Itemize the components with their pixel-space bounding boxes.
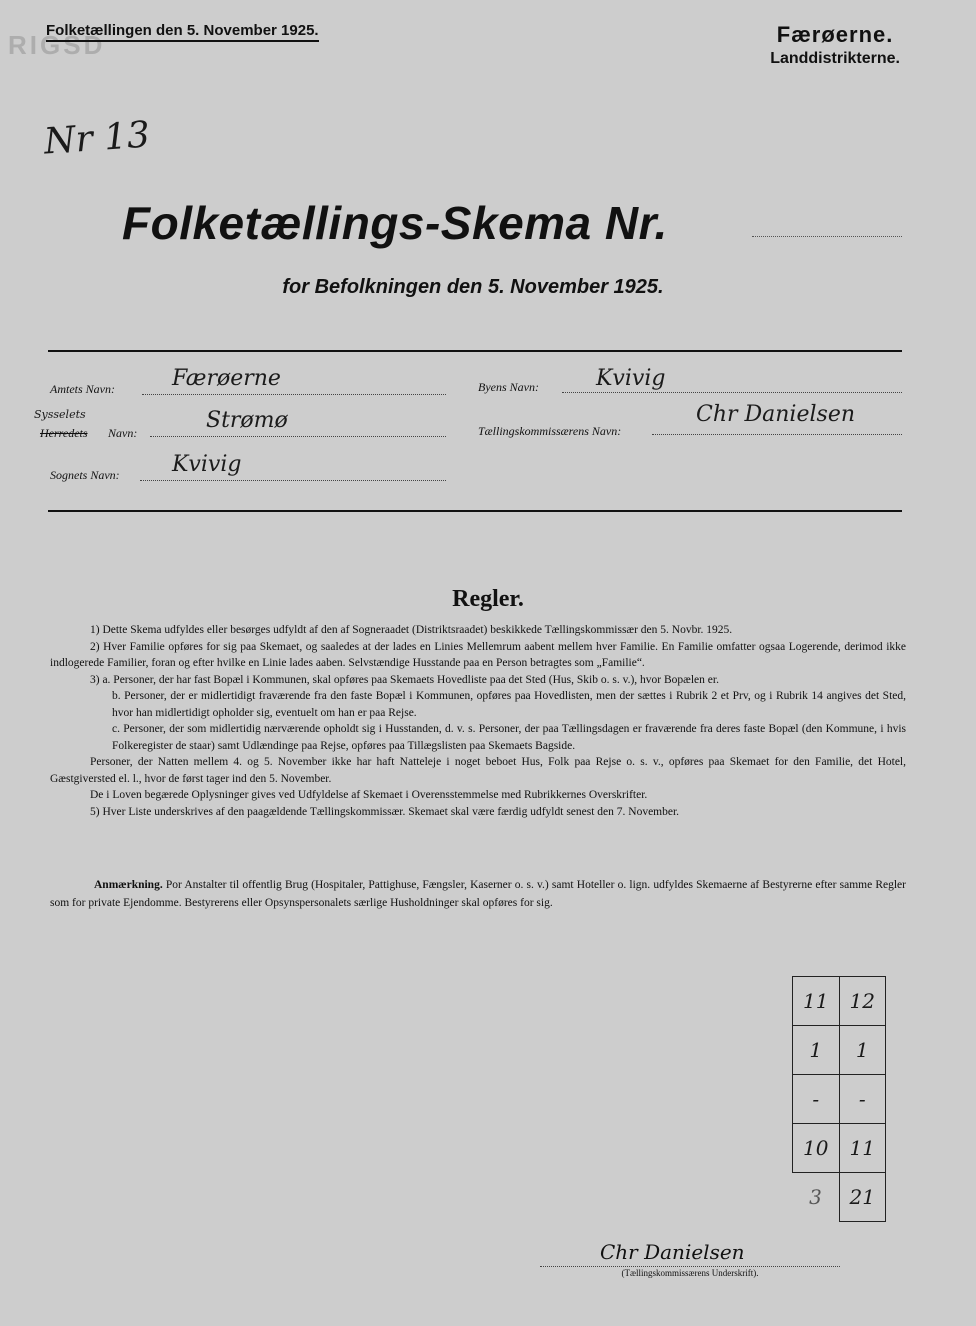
- bottom-divider: [48, 510, 902, 512]
- sogn-value: Kvivig: [172, 452, 242, 477]
- tally-row: [793, 1124, 886, 1173]
- rule-5: 5) Hver Liste underskrives af den paagældende Tællingskommissær. Skemaet skal være færdig udfyldt senest den 7. November.: [90, 805, 680, 818]
- tally-cell: -: [793, 1075, 840, 1124]
- title-number-line: [752, 236, 902, 237]
- form-title: Folketællings-Skema Nr.: [122, 197, 668, 249]
- sogn-label: Sognets Navn:: [50, 468, 120, 482]
- remark-section: [50, 876, 906, 912]
- sogn-line: [140, 480, 446, 481]
- tally-cell: 10: [793, 1124, 840, 1173]
- tally-cell: 11: [839, 1124, 886, 1173]
- form-subtitle: for Befolkningen den 5. November 1925.: [282, 276, 664, 298]
- district-name: Landdistrikterne.: [770, 50, 900, 67]
- tally-table: [792, 976, 886, 1222]
- rule-2: 2) Hver Familie opføres for sig paa Skemaet, og saaledes at der lades en Linies Mellemrum aabent mellem hver Familie. En Familie omfatter ogsaa Logerende, derimod ikke indlogerede Familier, foran og efter hvilke en Linie lades aaben. Selvstændige Husstande paa en Person betragtes som „Familie“.: [50, 640, 906, 669]
- tally-cell: -: [839, 1075, 886, 1124]
- tally-row: [793, 1173, 886, 1222]
- herred-label-handwritten: Sysselets: [34, 408, 86, 421]
- region-header: [770, 22, 900, 68]
- tally-row: [793, 977, 886, 1026]
- rule-3a: 3) a. Personer, der har fast Bopæl i Kommunen, skal opføres paa Skemaets Hovedliste paa det Sted (Hus, Skib o. s. v.), hvor Bopælen er.: [90, 673, 719, 686]
- tally-cell: 1: [839, 1026, 886, 1075]
- by-label: Byens Navn:: [478, 380, 539, 394]
- herred-line: [150, 436, 446, 437]
- rules-heading: Regler.: [452, 586, 524, 612]
- tally-row: [793, 1075, 886, 1124]
- by-value: Kvivig: [596, 366, 666, 391]
- rule-1: 1) Dette Skema udfyldes eller besørges udfyldt af den af Sogneraadet (Distriktsraadet) beskikkede Tællingskommissær den 5. Novbr. 1925.: [90, 624, 733, 636]
- tally-cell: 11: [793, 977, 840, 1026]
- census-date-header: Folketællingen den 5. November 1925.: [46, 22, 319, 42]
- tally-cell: 21: [839, 1173, 886, 1222]
- archive-stamp: RIGSD: [8, 30, 106, 60]
- kommissaer-line: [652, 434, 902, 435]
- tally-cell: 12: [839, 977, 886, 1026]
- signature-line: [540, 1266, 840, 1267]
- amt-label: Amtets Navn:: [50, 382, 115, 396]
- herred-suffix: Navn:: [108, 426, 138, 440]
- tally-cell: 1: [793, 1026, 840, 1075]
- amt-value: Færøerne: [172, 366, 281, 391]
- rules-section: [50, 622, 906, 820]
- rule-3d: Personer, der Natten mellem 4. og 5. November ikke har haft Natteleje i noget beboet Hus, Folk paa Rejse o. s. v., opføres paa Skemaet for den Familie, det Hotel, Gæstgiversted el. l., hvor de først tager ind den 5. November.: [50, 756, 906, 785]
- top-divider: [48, 350, 902, 352]
- kommissaer-label: Tællingskommissærens Navn:: [478, 424, 622, 438]
- rule-4: De i Loven begærede Oplysninger gives ved Udfyldelse af Skemaet i Overensstemmelse med Rubrikkernes Overskrifter.: [90, 789, 648, 801]
- tally-row: [793, 1026, 886, 1075]
- herred-value: Strømø: [206, 408, 288, 433]
- bleed-through-texture: [300, 960, 780, 1160]
- signature-label: (Tællingskommissærens Underskrift).: [621, 1268, 759, 1278]
- rule-3b: b. Personer, der er midlertidigt fraværende fra den faste Bopæl i Kommunen, opføres paa Hovedlisten, men der sættes i Rubrik 2 et Prv, og i Rubrik 14 angives det Sted, hvor han midlertidigt opholder sig, eventuelt om han er paa Rejse.: [112, 690, 906, 719]
- herred-label: Herredets: [40, 426, 88, 440]
- tally-cell: 3: [809, 1185, 822, 1210]
- amt-line: [142, 394, 446, 395]
- country-name: Færøerne.: [776, 22, 894, 47]
- herred-label-hand: [34, 408, 86, 421]
- handwritten-form-number: Nr 13: [42, 114, 152, 163]
- signature: Chr Danielsen: [600, 1240, 745, 1264]
- rule-3c: c. Personer, der som midlertidig nærværende opholdt sig i Husstanden, d. v. s. Personer, der paa Tællingsdagen er fraværende fra deres faste Bopæl (den Kommune, i hvis Folkeregister de staar) samt Udlændinge paa Rejse, opføres paa Tillægslisten paa Skemaets Bagside.: [112, 723, 906, 752]
- tally-box: [792, 976, 886, 1222]
- remark-label: Anmærkning.: [94, 879, 163, 891]
- by-line: [562, 392, 902, 393]
- kommissaer-value: Chr Danielsen: [696, 402, 856, 427]
- remark-text: Por Anstalter til offentlig Brug (Hospitaler, Pattighuse, Fængsler, Kaserner o. s. v.) samt Hoteller o. lign. udfyldes Skemaerne af Bestyrerne efter samme Regler som for private Ejendomme. Bestyrerens eller Opsynspersonalets særlige Husholdninger skal opføres for sig.: [50, 879, 906, 909]
